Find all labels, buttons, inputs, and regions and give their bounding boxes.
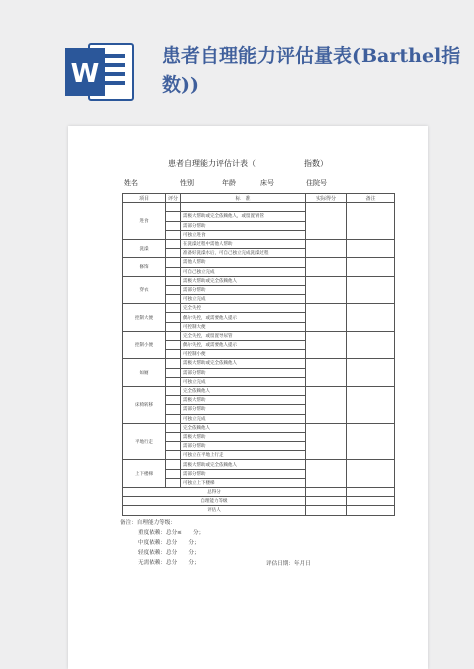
standard-cell: 完全失控: [181, 304, 306, 313]
score-cell[interactable]: [166, 442, 181, 451]
document-page: [68, 126, 428, 669]
summary-label: 评估人: [123, 506, 306, 515]
score-cell[interactable]: [166, 295, 181, 304]
summary-remark-cell[interactable]: [347, 497, 395, 506]
standard-cell: 需极大帮助或完全依赖他人: [181, 359, 306, 368]
remark-cell[interactable]: [347, 460, 395, 488]
assessment-item: 床椅转移: [123, 386, 166, 423]
table-row: [123, 359, 395, 368]
remark-cell[interactable]: [347, 423, 395, 460]
score-cell[interactable]: [166, 285, 181, 294]
column-header-standard: 标 准: [181, 194, 306, 203]
score-cell[interactable]: [166, 368, 181, 377]
table-row: [123, 258, 395, 267]
standard-cell: 需极大帮助: [181, 432, 306, 441]
score-cell[interactable]: [166, 267, 181, 276]
score-cell[interactable]: [166, 377, 181, 386]
table-row: [123, 331, 395, 340]
summary-value-cell[interactable]: [306, 497, 347, 506]
assessment-item: 控制小便: [123, 331, 166, 359]
actual-score-cell[interactable]: [306, 423, 347, 460]
actual-score-cell[interactable]: [306, 239, 347, 257]
score-cell[interactable]: [166, 304, 181, 313]
score-cell[interactable]: [166, 313, 181, 322]
score-cell[interactable]: [166, 386, 181, 395]
score-cell[interactable]: [166, 341, 181, 350]
score-cell[interactable]: [166, 331, 181, 340]
standard-cell: 可控制大便: [181, 322, 306, 331]
table-row: [123, 203, 395, 212]
standard-cell: 完全依赖他人: [181, 386, 306, 395]
standard-cell: 需极大帮助或完全依赖他人，或留置胃管: [181, 212, 306, 221]
score-cell[interactable]: [166, 396, 181, 405]
standard-cell: 可独立完成: [181, 295, 306, 304]
remark-cell[interactable]: [347, 239, 395, 257]
score-cell[interactable]: [166, 249, 181, 258]
assessment-item: 上下楼梯: [123, 460, 166, 488]
standard-cell: [181, 203, 306, 212]
standard-cell: 可控制小便: [181, 350, 306, 359]
standard-cell: 可独立进食: [181, 230, 306, 239]
score-cell[interactable]: [166, 359, 181, 368]
note-level: 轻度依赖：总分 分；: [138, 550, 200, 556]
standard-cell: 可独立完成: [181, 414, 306, 423]
score-cell[interactable]: [166, 451, 181, 460]
actual-score-cell[interactable]: [306, 359, 347, 387]
actual-score-cell[interactable]: [306, 331, 347, 359]
standard-cell: 可自己独立完成: [181, 267, 306, 276]
actual-score-cell[interactable]: [306, 203, 347, 240]
barthel-score-table: [122, 193, 395, 516]
column-header-actual-score: 实际得分: [306, 194, 347, 203]
note-level: 重度依赖：总分≤ 分；: [138, 530, 205, 536]
word-document-icon: [63, 38, 137, 106]
evaluation-date: 评估日期：年月日: [266, 561, 311, 567]
assessment-item: 如厕: [123, 359, 166, 387]
score-cell[interactable]: [166, 322, 181, 331]
column-header-remark: 备注: [347, 194, 395, 203]
svg-text:W: W: [70, 59, 100, 89]
assessment-item: 平地行走: [123, 423, 166, 460]
standard-cell: 完全依赖他人: [181, 423, 306, 432]
patient-info-line: [124, 178, 424, 190]
table-row: [123, 304, 395, 313]
score-cell[interactable]: [166, 414, 181, 423]
standard-cell: 在洗澡过程中需他人帮助: [181, 239, 306, 248]
score-cell[interactable]: [166, 230, 181, 239]
actual-score-cell[interactable]: [306, 304, 347, 332]
summary-label: 自理能力等级: [123, 497, 306, 506]
summary-value-cell[interactable]: [306, 488, 347, 497]
score-cell[interactable]: [166, 212, 181, 221]
standard-cell: 准备好洗澡水后，可自己独立完成洗澡过程: [181, 249, 306, 258]
table-row: [123, 239, 395, 248]
standard-cell: 可独立上下楼梯: [181, 478, 306, 487]
actual-score-cell[interactable]: [306, 460, 347, 488]
score-cell[interactable]: [166, 258, 181, 267]
score-cell[interactable]: [166, 276, 181, 285]
standard-cell: 需他人帮助: [181, 258, 306, 267]
score-cell[interactable]: [166, 405, 181, 414]
score-cell[interactable]: [166, 350, 181, 359]
remark-cell[interactable]: [347, 276, 395, 304]
remark-cell[interactable]: [347, 331, 395, 359]
summary-remark-cell[interactable]: [347, 506, 395, 515]
score-cell[interactable]: [166, 478, 181, 487]
assessment-item: 控制大便: [123, 304, 166, 332]
document-title: 患者自理能力评估计表（ 指数）: [168, 159, 328, 168]
standard-cell: 完全失控，或留置导尿管: [181, 331, 306, 340]
score-cell[interactable]: [166, 423, 181, 432]
standard-cell: 需部分帮助: [181, 405, 306, 414]
table-row: [123, 423, 395, 432]
page-title: 患者自理能力评估量表(Barthel指数)): [162, 45, 461, 96]
table-header-row: [123, 194, 395, 203]
standard-cell: 需部分帮助: [181, 442, 306, 451]
standard-cell: 需部分帮助: [181, 368, 306, 377]
standard-cell: 需部分帮助: [181, 285, 306, 294]
admission-number-label: 住院号: [306, 179, 327, 187]
summary-label: 总得分: [123, 488, 306, 497]
document-preview-header: [0, 0, 474, 118]
actual-score-cell[interactable]: [306, 276, 347, 304]
actual-score-cell[interactable]: [306, 386, 347, 423]
assessment-item: 洗澡: [123, 239, 166, 257]
assessment-item: 修饰: [123, 258, 166, 276]
assessment-item: 进食: [123, 203, 166, 240]
table-row: [123, 276, 395, 285]
note-level: 中度依赖：总分 分；: [138, 540, 200, 546]
score-cell[interactable]: [166, 221, 181, 230]
column-header-score: 评分: [166, 194, 181, 203]
remark-cell[interactable]: [347, 304, 395, 332]
standard-cell: 偶尔失控，或需要他人提示: [181, 341, 306, 350]
score-cell[interactable]: [166, 432, 181, 441]
score-cell[interactable]: [166, 469, 181, 478]
standard-cell: 需极大帮助: [181, 396, 306, 405]
notes-title: 备注：自理能力等级：: [120, 520, 176, 526]
remark-cell[interactable]: [347, 203, 395, 240]
summary-remark-cell[interactable]: [347, 488, 395, 497]
name-label: 姓名: [124, 179, 138, 187]
summary-row: [123, 488, 395, 497]
standard-cell: 需极大帮助或完全依赖他人: [181, 460, 306, 469]
table-row: [123, 460, 395, 469]
standard-cell: 偶尔失控，或需要他人提示: [181, 313, 306, 322]
remark-cell[interactable]: [347, 386, 395, 423]
actual-score-cell[interactable]: [306, 258, 347, 276]
notes-section: [120, 518, 380, 568]
standard-cell: 可独立在平地上行走: [181, 451, 306, 460]
score-cell[interactable]: [166, 460, 181, 469]
standard-cell: 可独立完成: [181, 377, 306, 386]
summary-row: [123, 497, 395, 506]
gender-label: 性别: [180, 179, 194, 187]
summary-value-cell[interactable]: [306, 506, 347, 515]
standard-cell: 需部分帮助: [181, 221, 306, 230]
summary-row: [123, 506, 395, 515]
remark-cell[interactable]: [347, 359, 395, 387]
note-level: 无需依赖：总分 分；: [138, 560, 200, 566]
score-cell[interactable]: [166, 203, 181, 212]
score-cell[interactable]: [166, 239, 181, 248]
table-row: [123, 386, 395, 395]
remark-cell[interactable]: [347, 258, 395, 276]
bed-number-label: 床号: [260, 179, 274, 187]
standard-cell: 需极大帮助或完全依赖他人: [181, 276, 306, 285]
age-label: 年龄: [222, 179, 236, 187]
column-header-item: 项目: [123, 194, 166, 203]
assessment-item: 穿衣: [123, 276, 166, 304]
standard-cell: 需部分帮助: [181, 469, 306, 478]
